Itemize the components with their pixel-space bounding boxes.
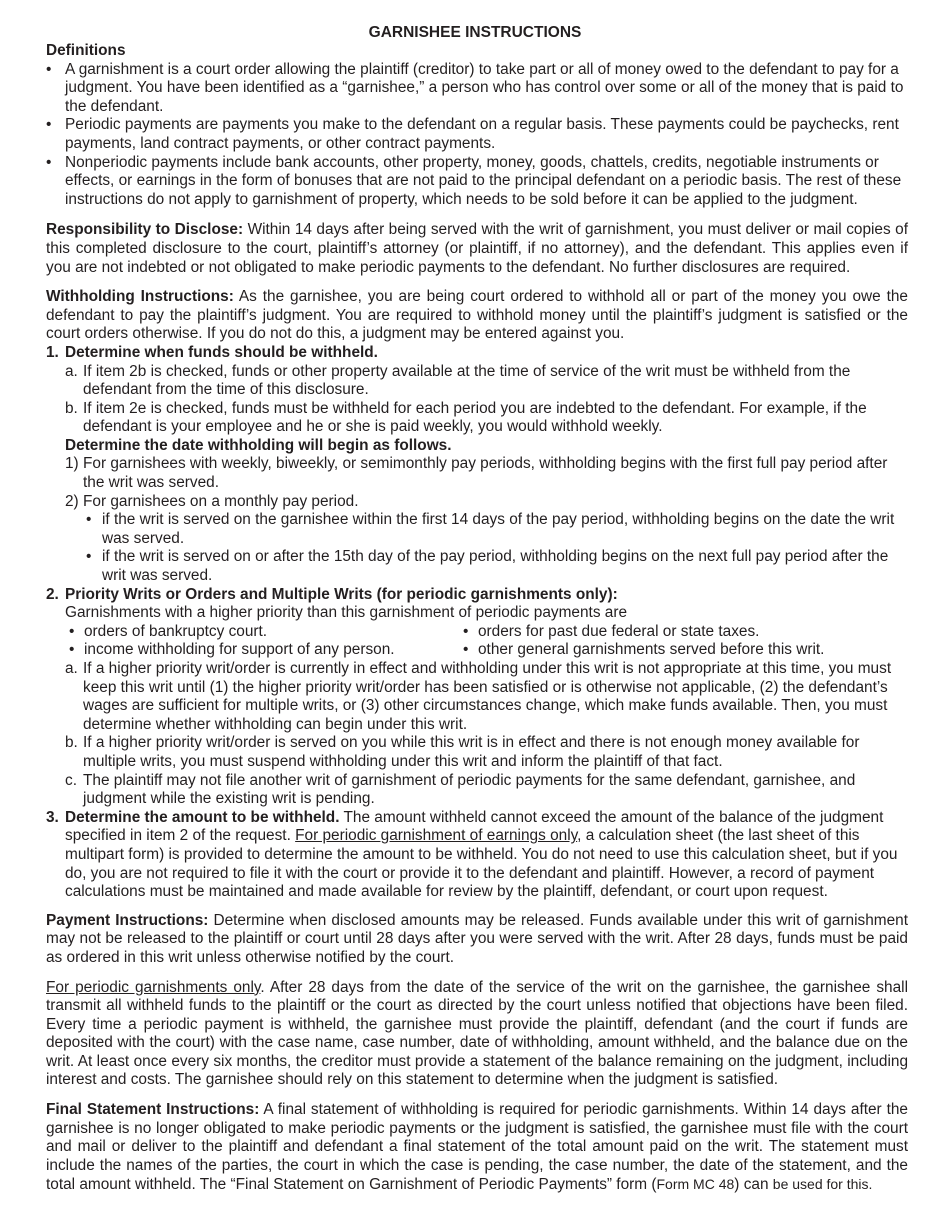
- section-3-heading: Determine the amount to be withheld.: [65, 808, 340, 826]
- section-3-text-2: , a calculation sheet (the last sheet of this multipart form) is provided to determine the amount to be withheld. You do not need to use this calculation sheet, but if you do, you are not required to file it with the court or provide it to the defendant and plaintiff. However, a record of payment calculations must be maintained and made available for review by the plaintiff, defendant, or court upon request.: [65, 827, 898, 901]
- document-body: [46, 42, 908, 1195]
- final-statement-heading: Final Statement Instructions:: [46, 1101, 260, 1119]
- withholding-heading: Withholding Instructions:: [46, 288, 234, 306]
- section-3-text-1: The amount withheld cannot exceed the amount of the balance of the judgment specified in item 2 of the request.: [65, 808, 884, 845]
- payment-heading: Payment Instructions:: [46, 911, 209, 929]
- date-heading-row: [46, 437, 908, 456]
- section-2c-label: c.: [65, 771, 77, 789]
- section-1-item-1-label: 1): [65, 455, 79, 473]
- section-1b: [46, 400, 908, 437]
- final-statement-text: A final statement of withholding is required for periodic garnishments. Within 14 days after the garnishee is no longer obligated to make periodic payments or the judgment is satisfied, the garnishee must file with the court and mail or deliver to the plaintiff and defendant a final statement of the total amount paid on the writ. The statement must include the names of the parties, the court in which the case is pending, the case number, the date of the statement, and the total amount withheld. The “Final Statement on Garnishment of Periodic Payments” form (: [46, 1101, 908, 1194]
- section-2c-text: The plaintiff may not file another writ of garnishment of periodic payments for the same defendant, garnishee, and judgment while the existing writ is pending.: [83, 771, 856, 808]
- monthly-bullet-15th-day: • if the writ is served on or after the 15th day of the pay period, withholding begins on the next full pay period after the writ was served.: [46, 548, 908, 585]
- final-statement-tail-a: ) can: [734, 1176, 773, 1194]
- section-1-item-2-text: For garnishees on a monthly pay period.: [83, 492, 359, 510]
- section-2b: [46, 734, 908, 771]
- definitions-section: [46, 42, 908, 209]
- definition-periodic-payments: • Periodic payments are payments you make to the defendant on a regular basis. These payments could be paychecks, rent payments, land contract payments, or other contract payments.: [46, 116, 908, 153]
- final-statement-paragraph: [46, 1101, 908, 1195]
- definitions-list: [46, 61, 908, 210]
- periodic-paragraph: [46, 979, 908, 1091]
- responsibility-heading: Responsibility to Disclose:: [46, 221, 244, 239]
- priority-item-taxes: • orders for past due federal or state taxes.: [459, 623, 908, 642]
- priority-item-support: • income withholding for support of any person.: [65, 641, 459, 660]
- section-1b-label: b.: [65, 399, 78, 417]
- section-2a-text: If a higher priority writ/order is currently in effect and withholding under this writ is not appropriate at this time, you must keep this writ until (1) the higher priority writ/order has been satisfied or is otherwise not applicable, (2) the defendant’s wages are sufficient for multiple writs, or (3) other circumstances change, which make funds available. Then, you must determine whether withholding can begin under this writ.: [83, 660, 892, 733]
- page-title: GARNISHEE INSTRUCTIONS: [368, 24, 582, 41]
- section-1-item-1-text: For garnishees with weekly, biweekly, or semimonthly pay periods, withholding begins with the first full pay period after the writ was served.: [83, 455, 888, 492]
- priority-list-column-2: [459, 623, 908, 660]
- responsibility-paragraph: [46, 221, 908, 277]
- section-2b-text: If a higher priority writ/order is served on you while this writ is in effect and there is not enough money available for multiple writs, you must suspend withholding under this writ and inform the plaintiff of that fact.: [83, 734, 860, 770]
- periodic-text: . After 28 days from the date of the service of the writ on the garnishee, the garnishee shall transmit all withheld funds to the plaintiff or the court as directed by the court unless notified that objections have been filed. Every time a periodic payment is withheld, the garnishee must provide the plaintiff, defendant (and the court if funds are deposited with the court) with the case name, case number, date of withholding, amount withheld, and the balance due on the writ. At least once every six months, the creditor must provide a statement of the balance remaining on the judgment, including interest and costs. The garnishee should rely on this statement to determine when the judgment is satisfied.: [46, 978, 908, 1089]
- definitions-heading: Definitions: [46, 42, 126, 59]
- payment-paragraph: [46, 912, 908, 968]
- final-statement-form-ref: Form MC 48: [656, 1176, 735, 1193]
- section-1b-text: If item 2e is checked, funds must be withheld for each period you are indebted to the defendant. For example, if the defendant is your employee and he or she is paid weekly, you would withhold weekly.: [83, 399, 867, 436]
- section-2a: [46, 660, 908, 734]
- definition-nonperiodic-payments: • Nonperiodic payments include bank accounts, other property, money, goods, chattels, credits, negotiable instruments or effects, or earnings in the form of bonuses that are not paid to the principal defendant on a periodic basis. The rest of these instructions do not apply to garnishment of property, which needs to be sold before it can be applied to the judgment.: [46, 154, 908, 210]
- final-statement-tail-b: be used for this.: [772, 1176, 873, 1193]
- section-3: [46, 809, 908, 902]
- priority-item-general: • other general garnishments served before this writ.: [459, 641, 908, 660]
- section-1-item-1: [46, 455, 908, 492]
- payment-text: Determine when disclosed amounts may be released. Funds available under this writ of garnishment may not be released to the plaintiff or court until 28 days after you were served with the writ. After 28 days, funds must be paid as ordered in this writ unless otherwise notified by the court.: [46, 911, 909, 966]
- section-2: [46, 586, 908, 605]
- section-1a: [46, 363, 908, 400]
- monthly-bullet-first-14-days: • if the writ is served on the garnishee within the first 14 days of the pay period, withholding begins on the date the writ was served.: [46, 511, 908, 548]
- withholding-paragraph: [46, 288, 908, 344]
- section-1-item-2: [46, 493, 908, 512]
- section-2-intro: Garnishments with a higher priority than this garnishment of periodic payments are: [65, 604, 628, 622]
- definition-garnishment: • A garnishment is a court order allowing the plaintiff (creditor) to take part or all of money owed to the defendant to pay for a judgment. You have been identified as a “garnishee,” a person who has control over some or all of the money that is paid to the defendant.: [46, 61, 908, 117]
- date-heading: Determine the date withholding will begin as follows.: [65, 436, 452, 454]
- section-3-underlined: For periodic garnishment of earnings only: [295, 827, 578, 845]
- priority-item-bankruptcy: • orders of bankruptcy court.: [65, 623, 459, 642]
- section-1-number: 1.: [46, 343, 59, 361]
- section-2b-label: b.: [65, 734, 78, 752]
- priority-list: [46, 623, 908, 660]
- section-2-heading: Priority Writs or Orders and Multiple Writs (for periodic garnishments only):: [65, 585, 618, 603]
- priority-list-column-1: [65, 623, 459, 660]
- periodic-underlined: For periodic garnishments only: [46, 978, 261, 996]
- section-3-number: 3.: [46, 808, 59, 826]
- section-2c: [46, 772, 908, 809]
- responsibility-text: Within 14 days after being served with the writ of garnishment, you must deliver or mail copies of this completed disclosure to the court, plaintiff’s attorney (or plaintiff, if no attorney), and the defendant. This applies even if you are not indebted or not obligated to make periodic payments to the defendant. No further disclosures are required.: [46, 221, 908, 276]
- withholding-text: As the garnishee, you are being court ordered to withhold all or part of the money you owe the defendant to pay the plaintiff’s judgment. You are required to withhold money until the plaintiff’s judgment is satisfied or the court orders otherwise. If you do not do this, a judgment may be entered against you.: [46, 288, 908, 343]
- section-1a-label: a.: [65, 362, 78, 380]
- section-1: [46, 344, 908, 363]
- section-1-heading: Determine when funds should be withheld.: [65, 343, 378, 361]
- section-2-number: 2.: [46, 585, 59, 603]
- section-1-item-2-label: 2): [65, 492, 79, 510]
- section-1a-text: If item 2b is checked, funds or other property available at the time of service of the writ must be withheld from the defendant from the time of this disclosure.: [83, 362, 851, 399]
- section-2a-label: a.: [65, 660, 78, 677]
